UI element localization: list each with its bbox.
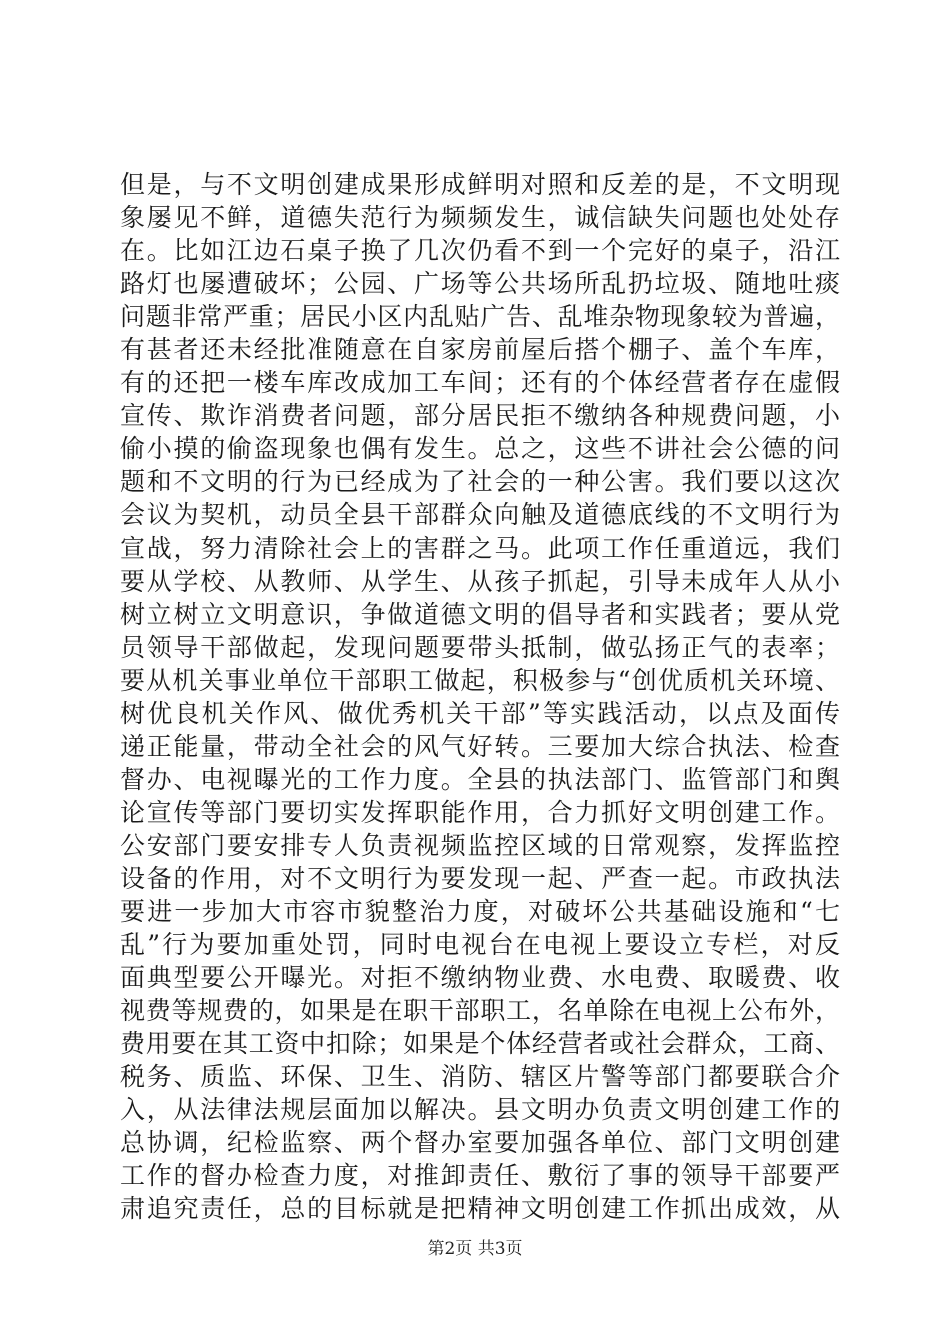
text-line: 但是，与不文明创建成果形成鲜明对照和反差的是，不文明现	[120, 170, 840, 199]
text-line: 督办、电视曝光的工作力度。全县的执法部门、监管部门和舆	[120, 764, 840, 794]
page-number-footer: 第2页 共3页	[427, 1239, 523, 1259]
text-line: 乱”行为要加重处罚，同时电视台在电视上要设立专栏，对反	[120, 930, 840, 960]
text-line: 在。比如江边石桌子换了几次仍看不到一个完好的桌子，沿江	[120, 236, 840, 266]
text-line: 总协调，纪检监察、两个督办室要加强各单位、部门文明创建	[120, 1128, 840, 1158]
text-line: 路灯也屡遭破坏；公园、广场等公共场所乱扔垃圾、随地吐痰	[120, 269, 840, 299]
text-line: 公安部门要安排专人负责视频监控区域的日常观察，发挥监控	[120, 830, 840, 860]
text-line: 论宣传等部门要切实发挥职能作用，合力抓好文明创建工作。	[120, 797, 840, 827]
text-line: 有的还把一楼车库改成加工车间；还有的个体经营者存在虚假	[120, 368, 840, 398]
text-line: 要从机关事业单位干部职工做起，积极参与“创优质机关环境、	[120, 665, 840, 695]
text-line: 象屡见不鲜，道德失范行为频频发生，诚信缺失问题也处处存	[120, 203, 840, 233]
text-line: 工作的督办检查力度，对推卸责任、敷衍了事的领导干部要严	[120, 1161, 840, 1191]
text-line: 有甚者还未经批准随意在自家房前屋后搭个棚子、盖个车库，	[120, 335, 840, 365]
text-line: 税务、质监、环保、卫生、消防、辖区片警等部门都要联合介	[120, 1062, 840, 1092]
text-line: 树优良机关作风、做优秀机关干部”等实践活动，以点及面传	[120, 698, 840, 728]
text-line: 问题非常严重；居民小区内乱贴广告、乱堆杂物现象较为普遍，	[120, 302, 840, 332]
text-line: 要进一步加大市容市貌整治力度，对破坏公共基础设施和“七	[120, 897, 840, 927]
text-line: 设备的作用，对不文明行为要发现一起、严查一起。市政执法	[120, 863, 840, 893]
text-line: 递正能量，带动全社会的风气好转。三要加大综合执法、检查	[120, 731, 840, 761]
text-line: 员领导干部做起，发现问题要带头抵制，做弘扬正气的表率；	[120, 632, 840, 662]
text-line: 偷小摸的偷盗现象也偶有发生。总之，这些不讲社会公德的问	[120, 434, 840, 464]
body-paragraph	[120, 168, 840, 1226]
text-line: 树立树立文明意识，争做道德文明的倡导者和实践者；要从党	[120, 599, 840, 629]
text-line: 要从学校、从教师、从学生、从孩子抓起，引导未成年人从小	[120, 566, 840, 596]
text-line: 会议为契机，动员全县干部群众向触及道德底线的不文明行为	[120, 500, 840, 530]
text-line: 入，从法律法规层面加以解决。县文明办负责文明创建工作的	[120, 1095, 840, 1125]
text-line: 面典型要公开曝光。对拒不缴纳物业费、水电费、取暖费、收	[120, 963, 840, 993]
text-line: 视费等规费的，如果是在职干部职工，名单除在电视上公布外，	[120, 996, 840, 1026]
text-line: 肃追究责任，总的目标就是把精神文明创建工作抓出成效，从	[120, 1194, 840, 1224]
text-line: 宣传、欺诈消费者问题，部分居民拒不缴纳各种规费问题，小	[120, 401, 840, 431]
text-line: 题和不文明的行为已经成为了社会的一种公害。我们要以这次	[120, 467, 840, 497]
text-line: 费用要在其工资中扣除；如果是个体经营者或社会群众，工商、	[120, 1029, 840, 1059]
text-line: 宣战，努力清除社会上的害群之马。此项工作任重道远，我们	[120, 533, 840, 563]
